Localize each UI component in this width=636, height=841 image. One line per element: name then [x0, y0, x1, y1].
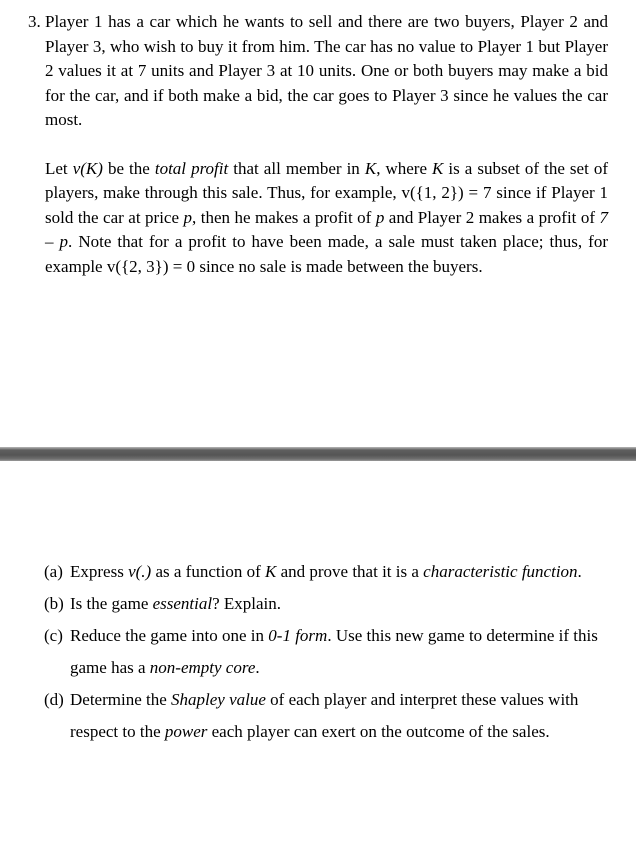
- problem-intro: Player 1 has a car which he wants to sell and there are two buyers, Player 2 and Player 3, who wish to buy it from him. The car has no value to Player 1 but Player 2 values it at 7 units and Player 3 at 10 units. One or both buyers may make a bid for the car, and if both make a bid, the car goes to Player 3 since he values the car most.: [45, 12, 608, 129]
- question-text: Determine the Shapley value of each player and interpret these values with respect to the power each player can exert on the outcome of the sales.: [70, 690, 579, 741]
- question-label: (c): [44, 626, 63, 645]
- problem-number: 3.: [28, 12, 41, 31]
- question-label: (b): [44, 594, 64, 613]
- question-a: [44, 556, 604, 588]
- question-b: [44, 588, 604, 620]
- question-list: [44, 556, 604, 748]
- question-label: (d): [44, 690, 64, 709]
- problem-3: [28, 10, 608, 279]
- page-divider: [0, 447, 636, 461]
- problem-definition: Let v(K) be the total profit that all member in K, where K is a subset of the set of players, make through this sale. Thus, for example, v({1, 2}) = 7 since if Player 1 sold the car at price p, then he makes a profit of p and Player 2 makes a profit of 7 – p. Note that for a profit to have been made, a sale must taken place; thus, for example v({2, 3}) = 0 since no sale is made between the buyers.: [45, 158, 609, 276]
- question-d: [44, 684, 604, 748]
- question-text: Is the game essential? Explain.: [70, 594, 282, 613]
- question-label: (a): [44, 562, 63, 581]
- question-text: Express v(.) as a function of K and prove that it is a characteristic function.: [70, 562, 582, 581]
- question-text: Reduce the game into one in 0-1 form. Use this new game to determine if this game has a non-empty core.: [70, 626, 598, 677]
- question-c: [44, 620, 604, 684]
